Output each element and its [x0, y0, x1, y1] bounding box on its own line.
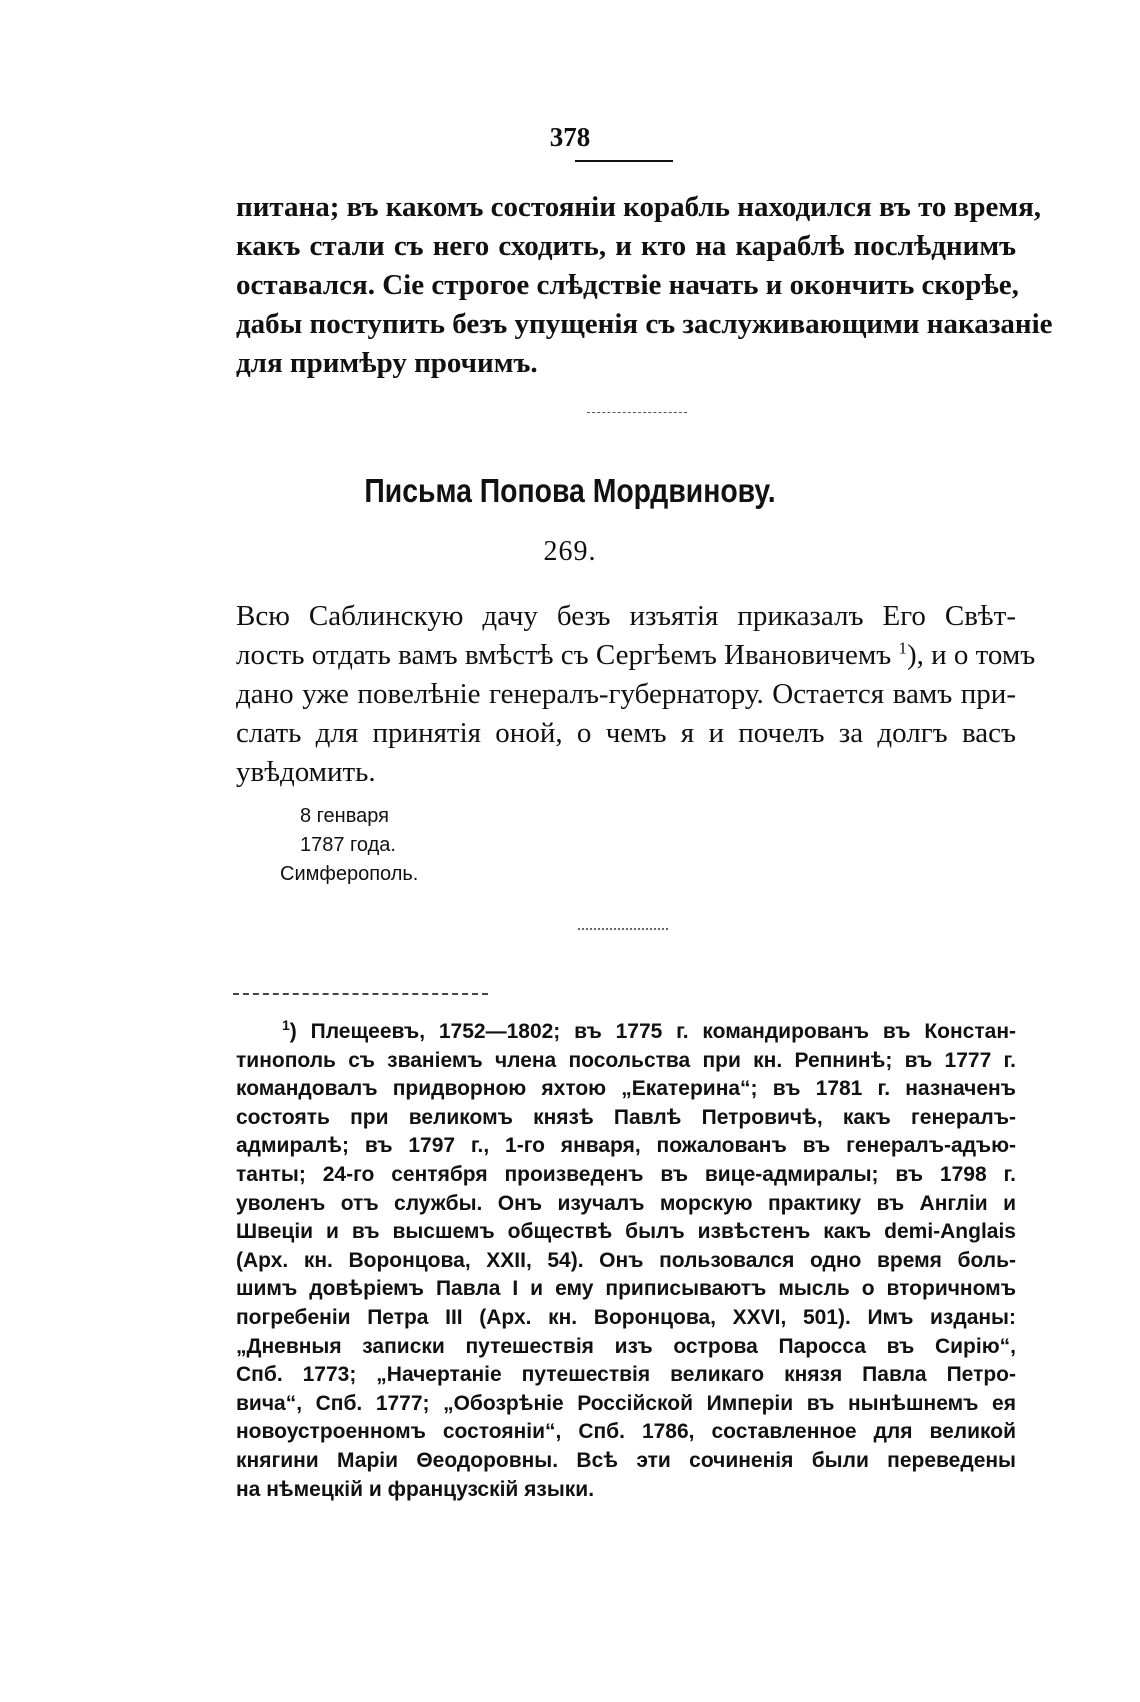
footnote-line: „Дневныя записки путешествія изъ острова Паросса въ Сирію“,	[236, 1334, 1016, 1358]
paragraph-line: какъ стали съ него сходить, и кто на караблѣ послѣднимъ	[236, 230, 1016, 262]
footnote-line: адмиралѣ; въ 1797 г., 1-го января, пожалованъ въ генералъ-адъю-	[236, 1134, 1016, 1158]
letter-dateline	[280, 802, 418, 889]
letter-line	[236, 636, 1036, 675]
footnote-line: вича“, Спб. 1777; „Обозрѣніе Россійской Имперіи въ нынѣшнемъ ея	[236, 1391, 1016, 1415]
date-place: Симферополь.	[280, 863, 419, 885]
footnote	[236, 1018, 1016, 1504]
footnote-line: шимъ довѣріемъ Павла I и ему приписываютъ мысль о вторичномъ	[236, 1277, 1016, 1301]
footnote-line: Швеціи и въ высшемъ обществѣ былъ извѣстенъ какъ demi-Anglais	[236, 1220, 1016, 1244]
footnote-line: уволенъ отъ службы. Онъ изучалъ морскую практику въ Англіи и	[236, 1191, 1016, 1215]
paragraph-line: оставался. Сіе строгое слѣдствіе начать и окончить скорѣе,	[236, 269, 1019, 301]
footnote-line: (Арх. кн. Воронцова, XXII, 54). Онъ пользовался одно время боль-	[236, 1248, 1016, 1272]
footnote-line: княгини Маріи Θеодоровны. Всѣ эти сочиненія были переведены	[236, 1448, 1016, 1472]
footnote-line-text: Плещеевъ, 1752—1802; въ 1775 г. командированъ въ Констан-	[310, 1020, 1016, 1043]
letter-line: слать для принятія оной, о чемъ я и почелъ за долгъ васъ	[236, 717, 1016, 749]
footnote-line: состоять при великомъ князѣ Павлѣ Петровичѣ, какъ генералъ-	[236, 1105, 1016, 1129]
letter-line-tail: ), и о томъ	[906, 639, 1036, 671]
letter-line: дано уже повелѣніе генералъ-губернатору. Остается вамъ при-	[236, 678, 1016, 710]
footnote-line: танты; 24-го сентября произведенъ въ вице-адмиралы; въ 1798 г.	[236, 1162, 1016, 1186]
section-title: Письма Попова Мордвинову.	[364, 472, 776, 509]
footnote-line: тинополь съ званіемъ члена посольства при кн. Репнинѣ; въ 1777 г.	[236, 1048, 1016, 1072]
footnote-marker: 1	[282, 1017, 290, 1033]
footnote-line	[236, 1018, 1016, 1047]
paragraph-line: для примѣру прочимъ.	[236, 347, 538, 379]
footnote-line: погребеніи Петра III (Арх. кн. Воронцова, XXVI, 501). Имъ изданы:	[236, 1305, 1016, 1329]
letter-number: 269.	[543, 536, 597, 567]
letter-line: увѣдомить.	[236, 756, 376, 788]
section-separator	[587, 412, 687, 413]
footnote-line: новоустроенномъ состояніи“, Спб. 1786, составленное для великой	[236, 1420, 1016, 1444]
footnote-marker-paren: )	[289, 1020, 311, 1043]
footnote-line: на нѣмецкій и французскій языки.	[236, 1477, 595, 1501]
footnote-reference: 1	[898, 638, 907, 658]
letter-body	[236, 597, 1036, 792]
letter-end-separator	[578, 928, 668, 930]
date-day: 8 генваря	[300, 805, 389, 827]
page-number: 378	[549, 122, 591, 152]
page-number-underline	[575, 160, 673, 162]
paragraph-line: дабы поступить безъ упущенія съ заслуживающими наказаніе	[236, 308, 1053, 340]
footnote-line: командовалъ придворною яхтою „Екатерина“; въ 1781 г. назначенъ	[236, 1077, 1016, 1101]
footnote-line: Спб. 1773; „Начертаніе путешествія великаго князя Павла Петро-	[236, 1363, 1016, 1387]
paragraph-line: питана; въ какомъ состояніи корабль находился въ то время,	[236, 191, 1042, 223]
date-year: 1787 года.	[300, 834, 396, 856]
letter-line-text: лость отдать вамъ вмѣстѣ съ Сергѣемъ Ивановичемъ	[236, 639, 892, 671]
footnote-rule	[233, 993, 488, 995]
letter-line: Всю Саблинскую дачу безъ изъятія приказалъ Его Свѣт-	[236, 600, 1016, 632]
top-paragraph	[236, 188, 1053, 383]
